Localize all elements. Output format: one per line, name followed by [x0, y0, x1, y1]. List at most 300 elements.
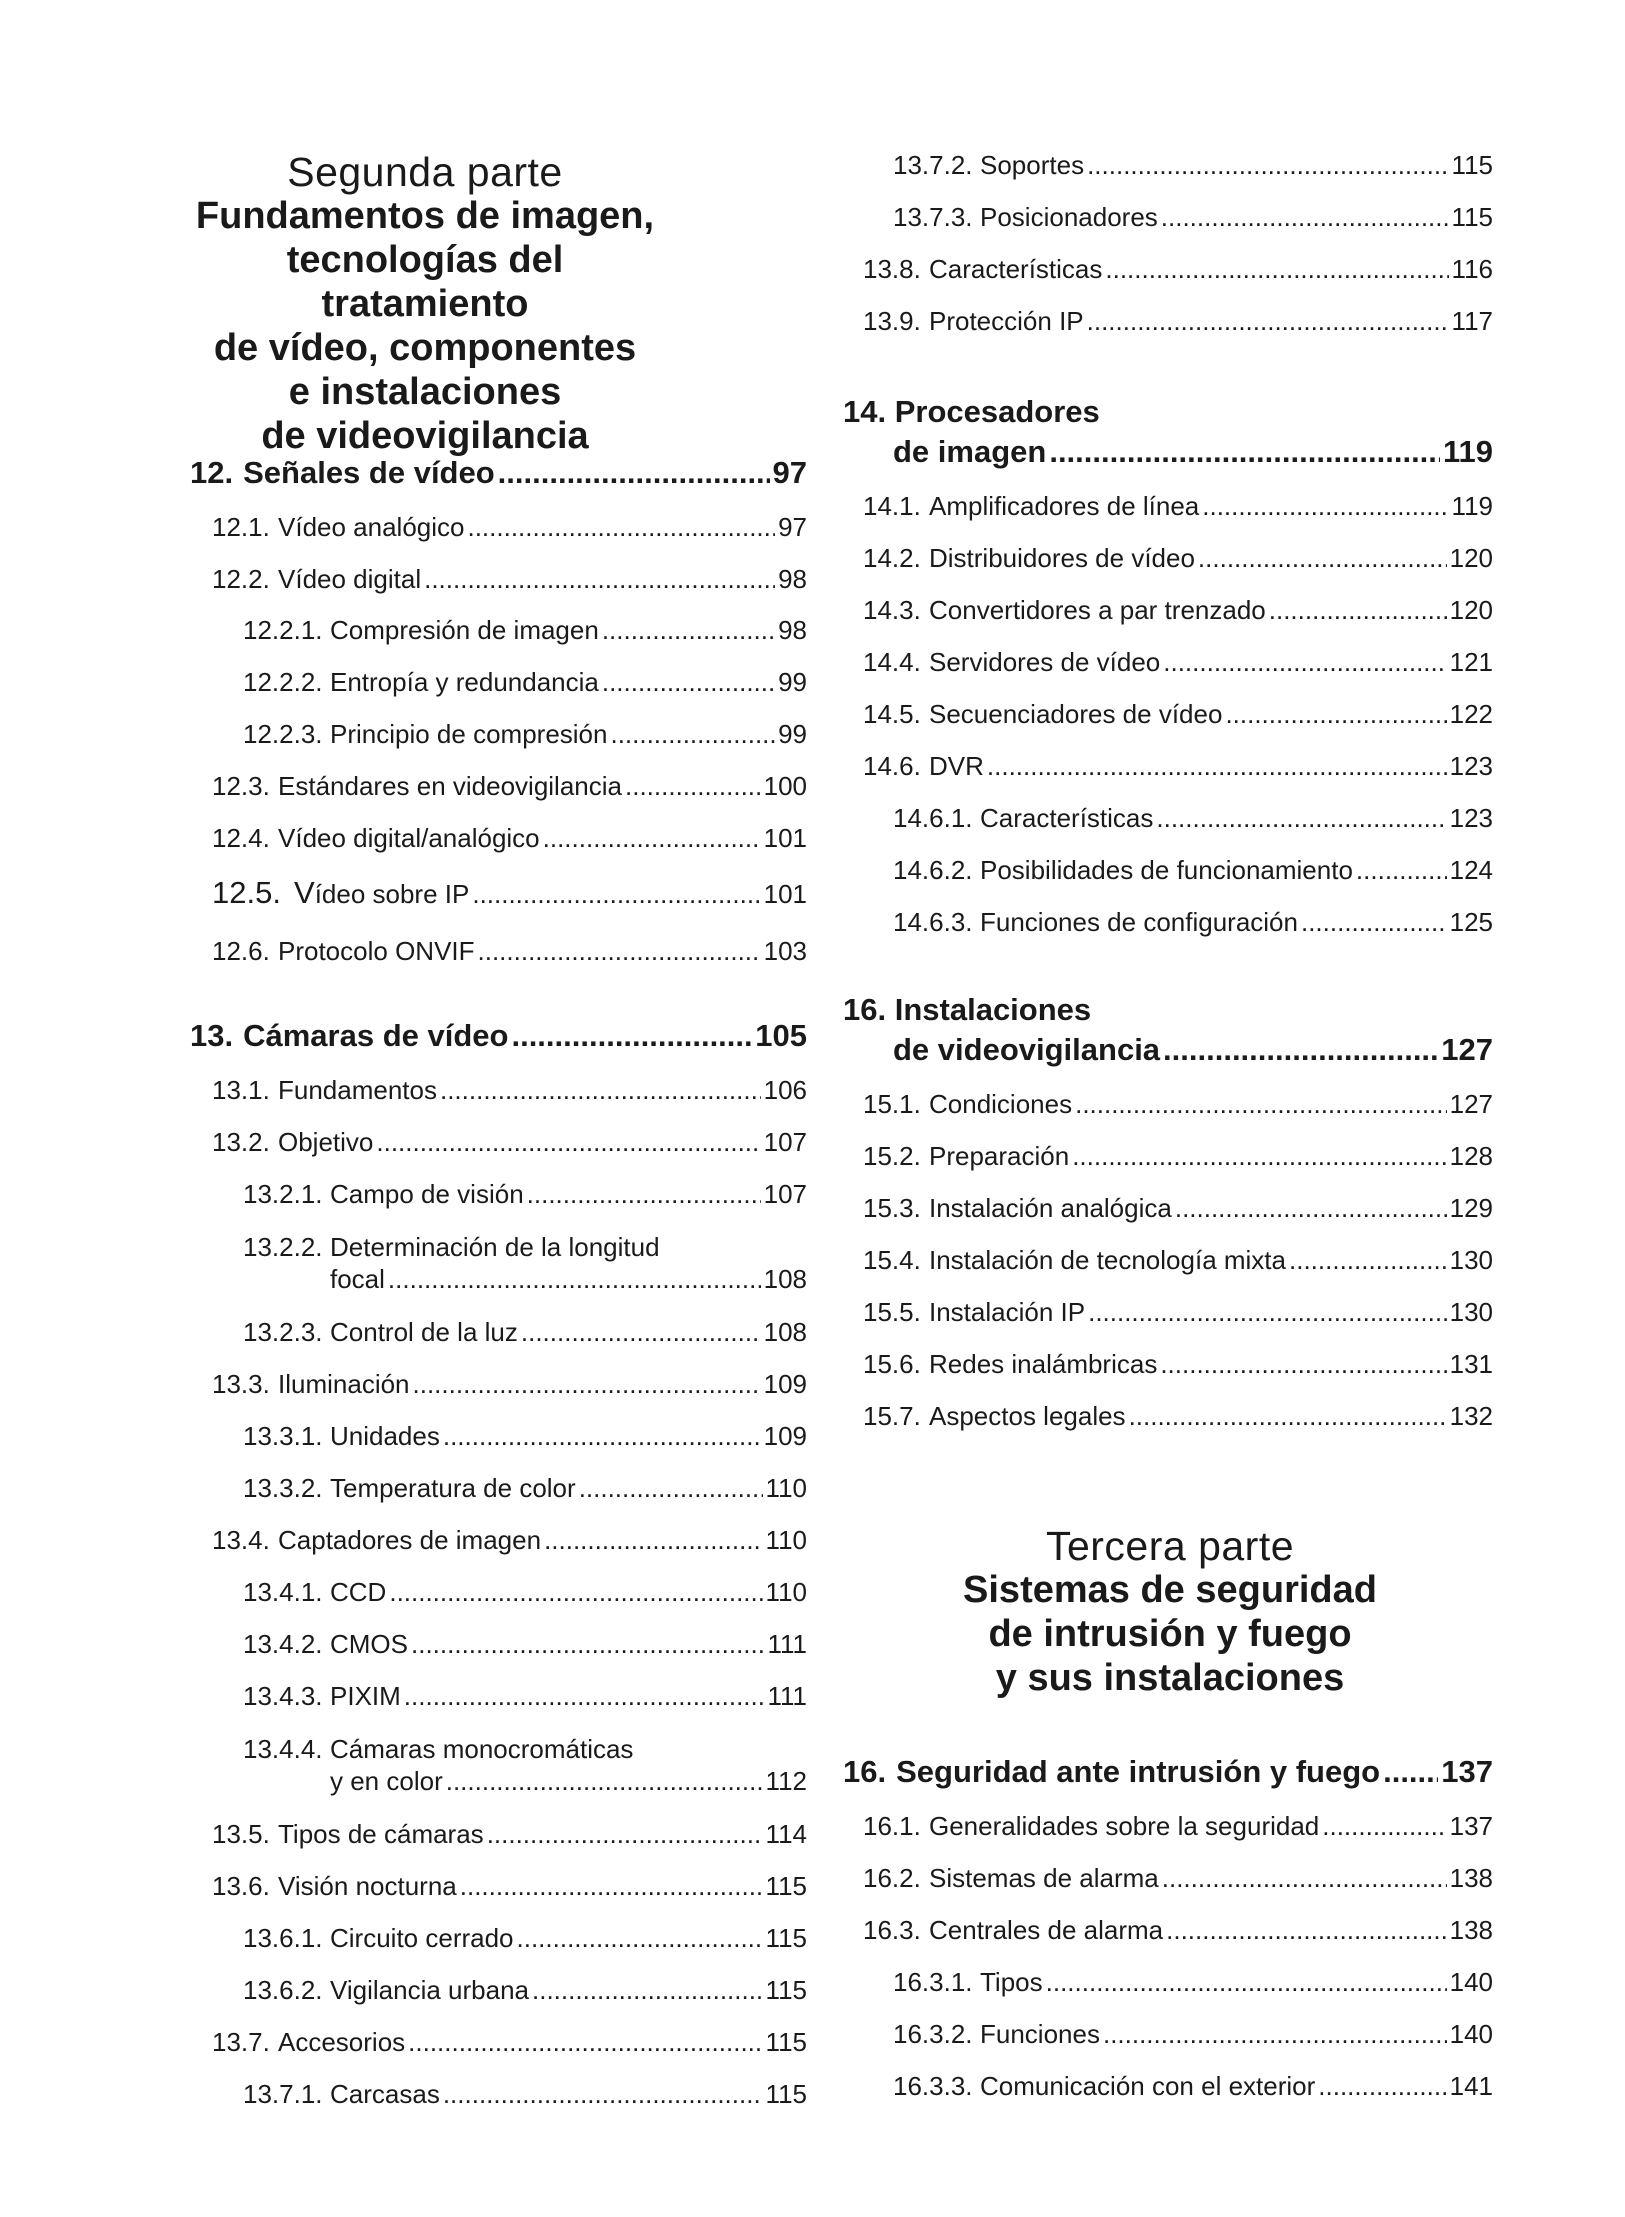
toc-entry-title: Instalaciones [894, 992, 1092, 1027]
toc-entry-title: Distribuidores de vídeo [929, 543, 1195, 573]
toc-entry-title: Características [980, 803, 1154, 833]
part3-title-line: Sistemas de seguridad [963, 1569, 1377, 1611]
dot-leader [610, 717, 775, 751]
toc-entry-number: 13.3.2. [243, 1473, 323, 1503]
dot-leader [413, 1367, 761, 1401]
dot-leader [602, 665, 775, 699]
toc-entry-page: 109 [763, 1369, 807, 1399]
toc-entry-title: Características [929, 254, 1103, 284]
toc-entry-page: 97 [778, 512, 807, 542]
dot-leader [579, 1471, 763, 1505]
toc-entry-title: Vigilancia urbana [330, 1975, 529, 2005]
toc-entry-title: Señales de vídeo [243, 455, 495, 490]
toc-entry-number: 14. [843, 394, 887, 429]
part3-label: Tercera parte [1045, 1523, 1295, 1569]
toc-entry[interactable] [212, 769, 807, 803]
dot-leader [443, 2077, 763, 2111]
toc-entry-title: Carcasas [330, 2079, 440, 2109]
toc-entry-page: 115 [1451, 150, 1493, 180]
toc-entry-page: 115 [765, 2027, 807, 2057]
toc-entry-number: 13.2.3. [243, 1317, 323, 1347]
toc-entry-title: Cámaras de vídeo [243, 1018, 509, 1053]
toc-entry-number: 14.6.2. [893, 855, 973, 885]
dot-leader [1163, 1030, 1438, 1070]
toc-entry-title: Preparación [929, 1141, 1070, 1171]
toc-entry-title: Circuito cerrado [330, 1923, 514, 1953]
dot-leader [498, 453, 770, 493]
toc-entry-page: 131 [1449, 1349, 1493, 1379]
toc-entry-title: Visión nocturna [278, 1871, 457, 1901]
toc-entry[interactable] [212, 821, 807, 855]
toc-entry-title: Cámaras monocromáticas [330, 1734, 634, 1764]
toc-entry-title: Aspectos legales [929, 1401, 1126, 1431]
toc-entry-page: 115 [1451, 202, 1493, 232]
dot-leader [1046, 1965, 1447, 1999]
toc-entry[interactable] [243, 1471, 807, 1505]
part2-title-line: Fundamentos de imagen, [195, 195, 655, 237]
toc-entry[interactable] [863, 749, 1493, 783]
toc-entry[interactable] [893, 853, 1493, 887]
toc-entry-number: 13.4.3. [243, 1681, 323, 1711]
toc-entry-page: 101 [763, 823, 807, 853]
toc-entry-title: ídeo sobre IP [314, 879, 470, 909]
toc-entry[interactable] [863, 1295, 1493, 1329]
toc-entry-title: DVR [929, 751, 984, 781]
toc-entry-title: Generalidades sobre la seguridad [929, 1811, 1320, 1841]
toc-entry-page: 115 [765, 1975, 807, 2005]
toc-entry-page: 122 [1449, 699, 1493, 729]
dot-leader [1301, 905, 1447, 939]
toc-entry-page: 116 [1451, 254, 1493, 284]
toc-entry-page: 115 [765, 1923, 807, 1953]
toc-entry[interactable] [212, 1073, 807, 1107]
toc-entry-title: Protocolo ONVIF [278, 936, 475, 966]
toc-entry[interactable] [893, 801, 1493, 835]
toc-entry-number: 12.2.3. [243, 719, 323, 749]
toc-entry-number: 13.2. [212, 1127, 270, 1157]
toc-entry[interactable] [243, 2077, 807, 2111]
dot-leader [521, 1315, 761, 1349]
toc-entry-number: 13.5. [212, 1819, 270, 1849]
dot-leader [527, 1177, 761, 1211]
dot-leader [1356, 853, 1447, 887]
toc-entry-number: 12.2.1. [243, 615, 323, 645]
toc-entry-title: Seguridad ante intrusión y fuego [896, 1754, 1381, 1789]
toc-entry-page: 121 [1449, 647, 1493, 677]
toc-entry-page: 137 [1449, 1811, 1493, 1841]
toc-entry-number: 13.7.1. [243, 2079, 323, 2109]
toc-entry-title: Estándares en videovigilancia [278, 771, 622, 801]
toc-entry-page: 127 [1449, 1089, 1493, 1119]
dot-leader [602, 613, 775, 647]
toc-entry-page: 98 [778, 615, 807, 645]
toc-entry-page: 129 [1449, 1193, 1493, 1223]
toc-entry-page: 119 [1442, 434, 1493, 469]
toc-entry-page: 111 [767, 1629, 807, 1659]
toc-entry-page: 127 [1441, 1032, 1493, 1067]
toc-entry-number: 13.7. [212, 2027, 270, 2057]
toc-entry[interactable] [893, 1965, 1493, 1999]
toc-entry-title: Centrales de alarma [929, 1915, 1164, 1945]
dot-leader [376, 1125, 760, 1159]
toc-entry-number: 13.7.2. [893, 150, 973, 180]
dot-leader [1383, 1752, 1438, 1792]
toc-entry[interactable] [863, 1913, 1493, 1947]
toc-entry[interactable] [212, 1869, 807, 1903]
toc-entry-number: 15.5. [863, 1297, 921, 1327]
toc-entry-page: 119 [1451, 491, 1493, 521]
toc-entry-number: 14.6.1. [893, 803, 973, 833]
toc-entry[interactable] [863, 304, 1493, 338]
toc-entry-number: 13.6. [212, 1871, 270, 1901]
toc-entry-page: 108 [763, 1264, 807, 1294]
toc-entry[interactable] [863, 1399, 1493, 1433]
toc-entry[interactable] [212, 1817, 807, 1851]
dot-leader [625, 769, 761, 803]
toc-entry-number: 16. [843, 992, 887, 1027]
toc-entry-number: 15.3. [863, 1193, 921, 1223]
part3-title-line: y sus instalaciones [995, 1657, 1345, 1699]
toc-entry-number: 12.2. [212, 564, 270, 594]
toc-entry[interactable] [212, 562, 807, 596]
dot-leader [408, 2025, 762, 2059]
toc-entry-page: 110 [765, 1577, 807, 1607]
toc-entry-title: focal [330, 1264, 385, 1294]
toc-entry-title-initial: V [294, 875, 315, 910]
toc-entry-page: 124 [1449, 855, 1493, 885]
dot-leader [1162, 1861, 1447, 1895]
toc-entry[interactable] [243, 1973, 807, 2007]
dot-leader [1161, 200, 1449, 234]
toc-entry-page: 110 [765, 1525, 807, 1555]
toc-entry-number: 16.3.1. [893, 1967, 973, 1997]
toc-entry-title: Instalación de tecnología mixta [929, 1245, 1286, 1275]
toc-entry[interactable] [212, 934, 807, 968]
toc-entry-title: Iluminación [278, 1369, 410, 1399]
dot-leader [1318, 2069, 1446, 2103]
toc-entry-page: 120 [1449, 543, 1493, 573]
toc-entry[interactable] [863, 697, 1493, 731]
toc-entry-number: 12.3. [212, 771, 270, 801]
toc-entry[interactable] [863, 1139, 1493, 1173]
toc-chapter-14-line1[interactable] [843, 392, 1100, 432]
toc-entry-number: 13.6.1. [243, 1923, 323, 1953]
dot-leader [1087, 304, 1449, 338]
toc-entry-number: 16.2. [863, 1863, 921, 1893]
dot-leader [1049, 432, 1440, 472]
toc-entry-title: y en color [330, 1766, 443, 1796]
toc-entry-number: 12.6. [212, 936, 270, 966]
toc-entry-page: 112 [765, 1766, 807, 1796]
toc-entry-page: 99 [778, 719, 807, 749]
toc-entry-line1[interactable] [243, 1732, 633, 1766]
toc-entry-page: 130 [1449, 1245, 1493, 1275]
dot-leader [544, 1523, 762, 1557]
toc-entry-title: Entropía y redundancia [330, 667, 599, 697]
toc-entry-page: 117 [1451, 306, 1493, 336]
toc-entry[interactable] [863, 645, 1493, 679]
dot-leader [1289, 1243, 1447, 1277]
toc-entry-title: Comunicación con el exterior [980, 2071, 1316, 2101]
toc-entry-title: Determinación de la longitud [330, 1232, 660, 1262]
toc-entry-page: 99 [778, 667, 807, 697]
part2-title-line: de videovigilancia [261, 415, 589, 457]
toc-entry-title: Redes inalámbricas [929, 1349, 1158, 1379]
toc-entry-title: Objetivo [278, 1127, 374, 1157]
toc-entry-title: Unidades [330, 1421, 440, 1451]
toc-entry[interactable] [243, 1419, 807, 1453]
part3-title-line: de intrusión y fuego [988, 1613, 1352, 1655]
toc-entry-number: 13.6.2. [243, 1975, 323, 2005]
part2-title-line: e instalaciones [288, 371, 562, 413]
toc-entry-page: 137 [1441, 1754, 1493, 1789]
dot-leader [472, 877, 760, 911]
toc-entry-number: 13. [190, 1018, 234, 1053]
toc-entry[interactable] [863, 489, 1493, 523]
toc-entry[interactable] [212, 1523, 807, 1557]
toc-entry-number: 12.5. [212, 875, 281, 910]
toc-entry-page: 130 [1449, 1297, 1493, 1327]
dot-leader [1225, 697, 1446, 731]
toc-entry-page: 106 [763, 1075, 807, 1105]
toc-entry[interactable] [212, 510, 807, 544]
toc-entry[interactable] [243, 613, 807, 647]
toc-entry-number: 14.6.3. [893, 907, 973, 937]
toc-entry[interactable] [330, 1262, 807, 1296]
toc-entry[interactable] [330, 1764, 807, 1798]
toc-entry-number: 15.4. [863, 1245, 921, 1275]
toc-entry-number: 15.7. [863, 1401, 921, 1431]
toc-entry-number: 14.3. [863, 595, 921, 625]
toc-entry-title: Vídeo digital [278, 564, 422, 594]
dot-leader [1163, 645, 1446, 679]
toc-entry[interactable] [243, 665, 807, 699]
toc-entry-title: Fundamentos [278, 1075, 437, 1105]
toc-entry-number: 16. [843, 1754, 887, 1789]
toc-entry-number: 15.6. [863, 1349, 921, 1379]
toc-entry-title: Temperatura de color [330, 1473, 576, 1503]
toc-entry-title: Secuenciadores de vídeo [929, 699, 1223, 729]
toc-entry-number: 16.3.3. [893, 2071, 973, 2101]
toc-entry-page: 101 [763, 879, 807, 909]
toc-entry[interactable] [863, 1087, 1493, 1121]
toc-chapter-12[interactable] [190, 453, 807, 493]
toc-entry-number: 13.8. [863, 254, 921, 284]
dot-leader [1269, 593, 1447, 627]
toc-entry-title: Convertidores a par trenzado [929, 595, 1266, 625]
toc-entry[interactable] [212, 1367, 807, 1401]
toc-entry-page: 107 [763, 1127, 807, 1157]
toc-entry-title: Amplificadores de línea [929, 491, 1200, 521]
part2-title-line: tecnologías del tratamiento [286, 239, 564, 325]
part2-title-line: de vídeo, componentes [213, 327, 637, 369]
toc-entry-page: 140 [1449, 2019, 1493, 2049]
toc-entry[interactable] [863, 252, 1493, 286]
toc-entry-title: Tipos de cámaras [278, 1819, 484, 1849]
toc-entry-number: 12.4. [212, 823, 270, 853]
dot-leader [532, 1973, 763, 2007]
toc-entry-title: Protección IP [929, 306, 1084, 336]
toc-entry[interactable] [893, 2069, 1493, 2103]
toc-entry-title: CMOS [330, 1629, 408, 1659]
toc-entry-page: 128 [1449, 1141, 1493, 1171]
toc-entry-title: Vídeo digital/analógico [278, 823, 540, 853]
dot-leader [467, 510, 775, 544]
toc-entry-title: Sistemas de alarma [929, 1863, 1159, 1893]
toc-entry-title: Principio de compresión [330, 719, 608, 749]
toc-entry-number: 15.2. [863, 1141, 921, 1171]
dot-leader [517, 1921, 763, 1955]
dot-leader [1198, 541, 1447, 575]
toc-entry-number: 14.2. [863, 543, 921, 573]
toc-entry[interactable] [243, 1679, 807, 1713]
dot-leader [1072, 1139, 1446, 1173]
dot-leader [1105, 252, 1448, 286]
toc-entry-number: 12.2.2. [243, 667, 323, 697]
toc-entry-line1[interactable] [243, 1230, 660, 1264]
toc-entry-number: 13.4.4. [243, 1734, 323, 1764]
dot-leader [1129, 1399, 1447, 1433]
toc-entry-number: 13.3. [212, 1369, 270, 1399]
dot-leader [1322, 1809, 1446, 1843]
toc-entry[interactable] [893, 2017, 1493, 2051]
toc-entry-page: 97 [772, 455, 807, 490]
toc-entry-page: 138 [1449, 1915, 1493, 1945]
part2-heading [190, 150, 660, 458]
dot-leader [1075, 1087, 1447, 1121]
toc-entry-title: Procesadores [894, 394, 1100, 429]
dot-leader [543, 821, 761, 855]
dot-leader [1160, 1347, 1446, 1381]
toc-entry[interactable] [863, 1861, 1493, 1895]
dot-leader [440, 1073, 761, 1107]
toc-entry[interactable] [243, 1627, 807, 1661]
part2-label: Segunda parte [287, 149, 563, 195]
toc-entry-title: Soportes [980, 150, 1085, 180]
toc-entry-title: Accesorios [278, 2027, 406, 2057]
toc-entry[interactable] [212, 1125, 807, 1159]
dot-leader [443, 1419, 761, 1453]
toc-entry[interactable] [243, 1921, 807, 1955]
toc-entry[interactable] [863, 593, 1493, 627]
toc-entry-number: 16.1. [863, 1811, 921, 1841]
toc-entry-title: Instalación analógica [929, 1193, 1172, 1223]
toc-entry-title: de imagen [893, 434, 1047, 469]
dot-leader [424, 562, 775, 596]
toc-entry-page: 132 [1449, 1401, 1493, 1431]
toc-entry[interactable] [893, 148, 1493, 182]
toc-entry-page: 98 [778, 564, 807, 594]
toc-entry[interactable] [863, 1191, 1493, 1225]
toc-entry-number: 14.4. [863, 647, 921, 677]
toc-entry-title: Tipos [980, 1967, 1043, 1997]
toc-entry-title: Posicionadores [980, 202, 1158, 232]
toc-entry-title: Captadores de imagen [278, 1525, 542, 1555]
toc-entry-number: 13.3.1. [243, 1421, 323, 1451]
toc-entry[interactable] [212, 2025, 807, 2059]
toc-entry-number: 14.1. [863, 491, 921, 521]
toc-entry[interactable] [863, 541, 1493, 575]
toc-entry-number: 15.1. [863, 1089, 921, 1119]
dot-leader [460, 1869, 763, 1903]
toc-entry-page: 109 [763, 1421, 807, 1451]
dot-leader [1202, 489, 1448, 523]
toc-entry[interactable] [893, 200, 1493, 234]
toc-entry[interactable] [243, 1177, 807, 1211]
dot-leader [478, 934, 761, 968]
dot-leader [1103, 2017, 1447, 2051]
toc-chapter-13[interactable] [190, 1016, 807, 1056]
toc-entry-number: 13.1. [212, 1075, 270, 1105]
toc-entry-page: 125 [1449, 907, 1493, 937]
toc-entry-title: Instalación IP [929, 1297, 1086, 1327]
toc-entry-page: 115 [765, 2079, 807, 2109]
dot-leader [987, 749, 1447, 783]
toc-entry[interactable] [243, 1315, 807, 1349]
toc-entry-page: 114 [765, 1819, 807, 1849]
toc-entry-page: 107 [763, 1179, 807, 1209]
toc-entry-page: 103 [763, 936, 807, 966]
toc-entry-number: 13.4.1. [243, 1577, 323, 1607]
toc-entry-number: 13.2.1. [243, 1179, 323, 1209]
dot-leader [1175, 1191, 1447, 1225]
toc-entry-page: 123 [1449, 803, 1493, 833]
toc-entry-number: 14.6. [863, 751, 921, 781]
toc-entry[interactable] [212, 876, 807, 911]
toc-entry-title: Servidores de vídeo [929, 647, 1161, 677]
toc-entry-number: 12.1. [212, 512, 270, 542]
dot-leader [388, 1262, 761, 1296]
toc-entry-title: Vídeo analógico [278, 512, 465, 542]
toc-entry-page: 110 [765, 1473, 807, 1503]
dot-leader [411, 1627, 764, 1661]
toc-entry-number: 16.3. [863, 1915, 921, 1945]
toc-entry[interactable] [863, 1809, 1493, 1843]
toc-entry-page: 111 [767, 1681, 807, 1711]
dot-leader [1156, 801, 1446, 835]
toc-entry[interactable] [863, 1243, 1493, 1277]
dot-leader [511, 1016, 752, 1056]
toc-entry-page: 123 [1449, 751, 1493, 781]
toc-entry-page: 138 [1449, 1863, 1493, 1893]
toc-entry-title: PIXIM [330, 1681, 401, 1711]
toc-entry-number: 13.9. [863, 306, 921, 336]
toc-entry-page: 140 [1449, 1967, 1493, 1997]
toc-entry-number: 13.4.2. [243, 1629, 323, 1659]
toc-entry-title: Posibilidades de funcionamiento [980, 855, 1353, 885]
dot-leader [1166, 1913, 1446, 1947]
toc-chapter-15[interactable] [893, 1030, 1493, 1070]
part3-heading [920, 1524, 1420, 1700]
toc-entry[interactable] [893, 905, 1493, 939]
toc-entry[interactable] [243, 1575, 807, 1609]
toc-entry-page: 141 [1449, 2071, 1493, 2101]
toc-entry[interactable] [243, 717, 807, 751]
toc-entry-page: 120 [1449, 595, 1493, 625]
toc-chapter-14[interactable] [893, 432, 1493, 472]
toc-entry-title: CCD [330, 1577, 387, 1607]
toc-entry-title: Condiciones [929, 1089, 1073, 1119]
dot-leader [389, 1575, 762, 1609]
toc-chapter-16[interactable] [843, 1752, 1493, 1792]
toc-entry-number: 16.3.2. [893, 2019, 973, 2049]
toc-entry[interactable] [863, 1347, 1493, 1381]
toc-entry-number: 13.7.3. [893, 202, 973, 232]
toc-entry-number: 13.2.2. [243, 1232, 323, 1262]
toc-entry-number: 14.5. [863, 699, 921, 729]
toc-chapter-15-line1[interactable] [843, 990, 1091, 1030]
toc-entry-title: Funciones [980, 2019, 1100, 2049]
